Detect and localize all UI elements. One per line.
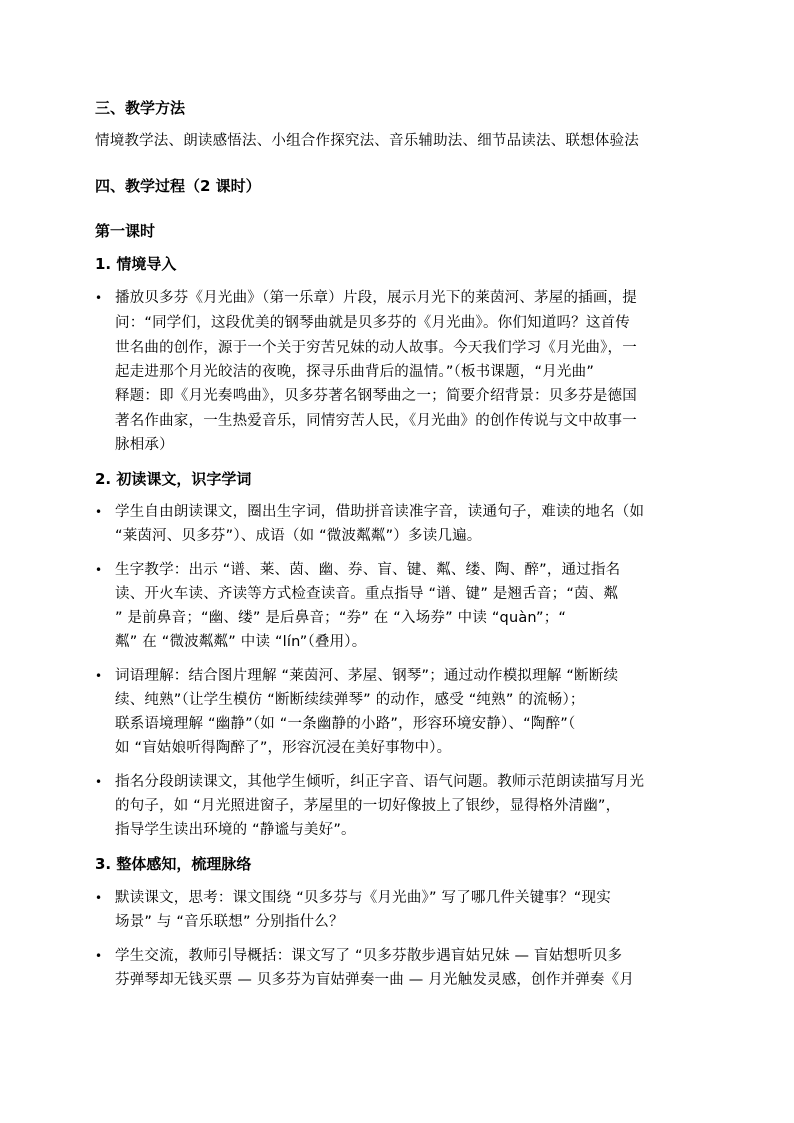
text-line: 联系语境理解 “幽静”（如 “一条幽静的小路”，形容环境安静）、“陶醉”（ xyxy=(115,716,576,732)
text-line: 问：“同学们，这段优美的钢琴曲就是贝多芬的《月光曲》。你们知道吗？这首传 xyxy=(115,315,630,331)
text-line: 起走进那个月光皎洁的夜晚，探寻乐曲背后的温情。”（板书课题，“月光曲” xyxy=(115,364,595,380)
text-line: 脉相承） xyxy=(115,437,174,453)
bullet-marker: • xyxy=(95,563,103,577)
text-line: 的句子，如 “月光照进窗子，茅屋里的一切好像披上了银纱，显得格外清幽”， xyxy=(115,798,621,814)
text-line: 芬弹琴却无钱买票 — 贝多芬为盲姑弹奏一曲 — 月光触发灵感，创作并弹奏《月 xyxy=(115,972,635,988)
text-line: 续、纯熟”（让学生模仿 “断断续续弹琴” 的动作，感受 “纯熟” 的流畅）； xyxy=(115,692,585,708)
teaching-methods-text: 情境教学法、朗读感悟法、小组合作探究法、音乐辅助法、细节品读法、联想体验法 xyxy=(95,133,639,149)
text-line: 读、开火车读、齐读等方式检查读音。重点指导 “谱、键” 是翘舌音；“茵、粼 xyxy=(115,586,619,602)
text-line: 粼” 在 “微波粼粼” 中读 “lín”（叠用）。 xyxy=(115,634,367,650)
text-line: 词语理解：结合图片理解 “莱茵河、茅屋、钢琴”；通过动作模拟理解 “断断续 xyxy=(115,668,619,684)
text-line: 著名作曲家，一生热爱音乐，同情穷苦人民，《月光曲》的创作传说与文中故事一 xyxy=(115,413,637,429)
text-line: 指名分段朗读课文，其他学生倾听，纠正字音、语气问题。教师示范朗读描写月光 xyxy=(115,774,645,790)
section-heading-teaching-process: 四、教学过程（2 课时） xyxy=(95,177,261,195)
bullet-marker: • xyxy=(95,291,103,305)
section-heading-teaching-methods: 三、教学方法 xyxy=(95,99,186,117)
bullet-marker: • xyxy=(95,891,103,905)
bullet-marker: • xyxy=(95,775,103,789)
bullet-marker: • xyxy=(95,669,103,683)
text-line: 释题：即《月光奏鸣曲》，贝多芬著名钢琴曲之一；简要介绍背景：贝多芬是德国 xyxy=(115,388,637,404)
lesson-title: 第一课时 xyxy=(95,222,156,240)
text-line: 如 “盲姑娘听得陶醉了”，形容沉浸在美好事物中）。 xyxy=(115,740,452,756)
bullet-marker: • xyxy=(95,949,103,963)
text-line: ” 是前鼻音；“幽、缕” 是后鼻音；“券” 在 “入场券” 中读 “quàn”；“ xyxy=(115,610,567,626)
part1-heading: 1. 情境导入 xyxy=(95,255,177,273)
text-line: 播放贝多芬《月光曲》（第一乐章）片段，展示月光下的莱茵河、茅屋的插画，提 xyxy=(115,290,637,306)
text-line: 指导学生读出环境的 “静谧与美好”。 xyxy=(115,822,356,838)
text-line: “莱茵河、贝多芬”）、成语（如 “微波粼粼”）多读几遍。 xyxy=(115,528,482,544)
text-line: 学生自由朗读课文，圈出生字词，借助拼音读准字音，读通句子，难读的地名（如 xyxy=(115,504,645,520)
part3-heading: 3. 整体感知，梳理脉络 xyxy=(95,855,252,873)
text-line: 世名曲的创作，源于一个关于穷苦兄妹的动人故事。今天我们学习《月光曲》，一 xyxy=(115,340,637,356)
text-line: 生字教学：出示 “谱、莱、茵、幽、券、盲、键、粼、缕、陶、醉”，通过指名 xyxy=(115,562,621,578)
text-line: 默读课文，思考：课文围绕 “贝多芬与《月光曲》” 写了哪几件关键事？“现实 xyxy=(115,890,611,906)
part2-heading: 2. 初读课文，识字学词 xyxy=(95,470,252,488)
text-line: 场景” 与 “音乐联想” 分别指什么？ xyxy=(115,914,344,930)
text-line: 学生交流，教师引导概括：课文写了 “贝多芬散步遇盲姑兄妹 — 盲姑想听贝多 xyxy=(115,948,623,964)
bullet-marker: • xyxy=(95,505,103,519)
